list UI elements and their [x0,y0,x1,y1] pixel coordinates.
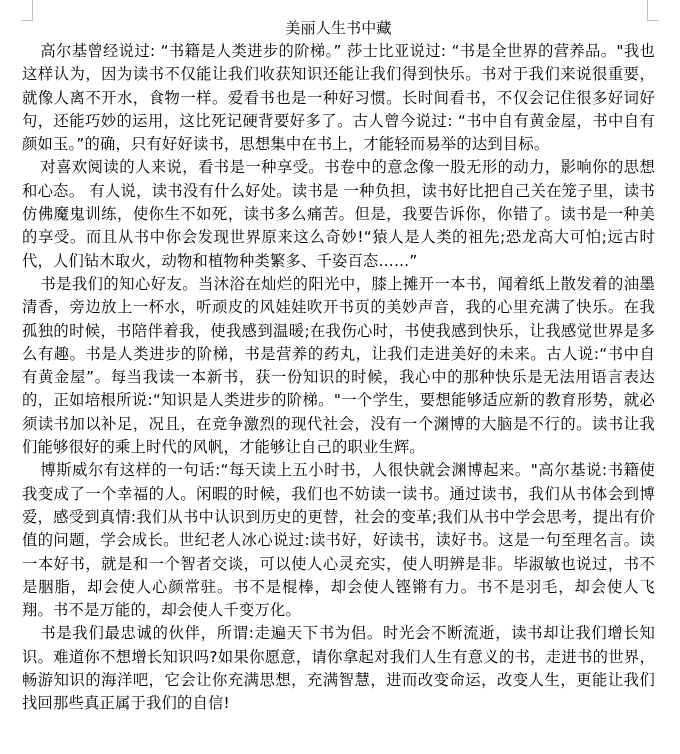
paragraph: 书是我们的知心好友。当沐浴在灿烂的阳光中，膝上摊开一本书，闻着纸上散发着的油墨清香，旁边放上一杯水，听顽皮的风娃娃吹开书页的美妙声音，我的心里充满了快乐。在我孤独的时候，书陪伴着我，使我感到温暖;在我伤心时，书使我感到快乐，让我感觉世界是多么有趣。书是人类进步的阶梯，书是营养的药丸，让我们走进美好的未来。古人说:“书中自有黄金屋”。每当我读一本新书，获一份知识的时候，我心中的那种快乐是无法用语言表达的，正如培根所说:“知识是人类进步的阶梯。"一个学生，要想能够适应新的教育形势，就必须读书加以补足，况且，在竞争激烈的现代社会，没有一个渊博的大脑是不行的。读书让我们能够很好的乘上时代的风帆，才能够让自己的职业生辉。 [22,274,655,457]
paragraph: 高尔基曾经说过: “书籍是人类进步的阶梯。” 莎士比亚说过: “书是全世界的营养品。"我也这样认为，因为读书不仅能让我们收获知识还能让我们得到快乐。书对于我们来说很重要，就像人离不开水，食物一样。爱看书也是一种好习惯。长时间看书，不仅会记住很多好词好句，还能巧妙的运用，这比死记硬背要好多了。古人曾今说过: “书中自有黄金屋，书中自有颜如玉。”的确，只有好好读书，思想集中在书上，才能轻而易举的达到目标。 [22,42,655,154]
document-body[interactable] [22,16,655,716]
paragraph: 博斯威尔有这样的一句话:“每天读上五小时书，人很快就会渊博起来。"高尔基说:书籍使我变成了一个幸福的人。闲暇的时候，我们也不妨读一读书。通过读书，我们从书体会到博爱，感受到真情:我们从书中认识到历史的更替，社会的变革;我们从书中学会思考，提出有价值的问题，学会成长。世纪老人冰心说过:读书好，好读书，读好书。这是一句至理名言。读一本好书，就是和一个智者交谈，可以使人心灵充实，使人明辨是非。毕淑敏也说过，书不是胭脂，却会使人心颜常驻。书不是棍棒，却会使人铿锵有力。书不是羽毛，却会使人飞翔。书不是万能的，却会使人千变万化。 [22,461,655,620]
paragraph: 书是我们最忠诚的伙伴，所谓:走遍天下书为侣。时光会不断流逝，读书却让我们增长知识。难道你不想增长知识吗?如果你愿意，请你拿起对我们人生有意义的书，走进书的世界，畅游知识的海洋吧，它会让你充满思想，充满智慧，进而改变命运，改变人生，更能让我们找回那些真正属于我们的自信! [22,624,655,713]
document-title: 美丽人生书中藏 [285,19,392,37]
paragraph: 对喜欢阅读的人来说，看书是一种享受。书卷中的意念像一股无形的动力，影响你的思想和心态。 有人说，读书没有什么好处。读书是 一种负担，读书好比把自己关在笼子里，读书仿佛魔鬼训练，使你生不如死，读书多么痛苦。但是，我要告诉你，你错了。读书是一种美的享受。而且从书中你会发现世界原来这么奇妙!“猿人是人类的祖先;恐龙高大可怕;远古时代，人们钻木取火，动物和植物种类繁多、千姿百态……” [22,158,655,270]
